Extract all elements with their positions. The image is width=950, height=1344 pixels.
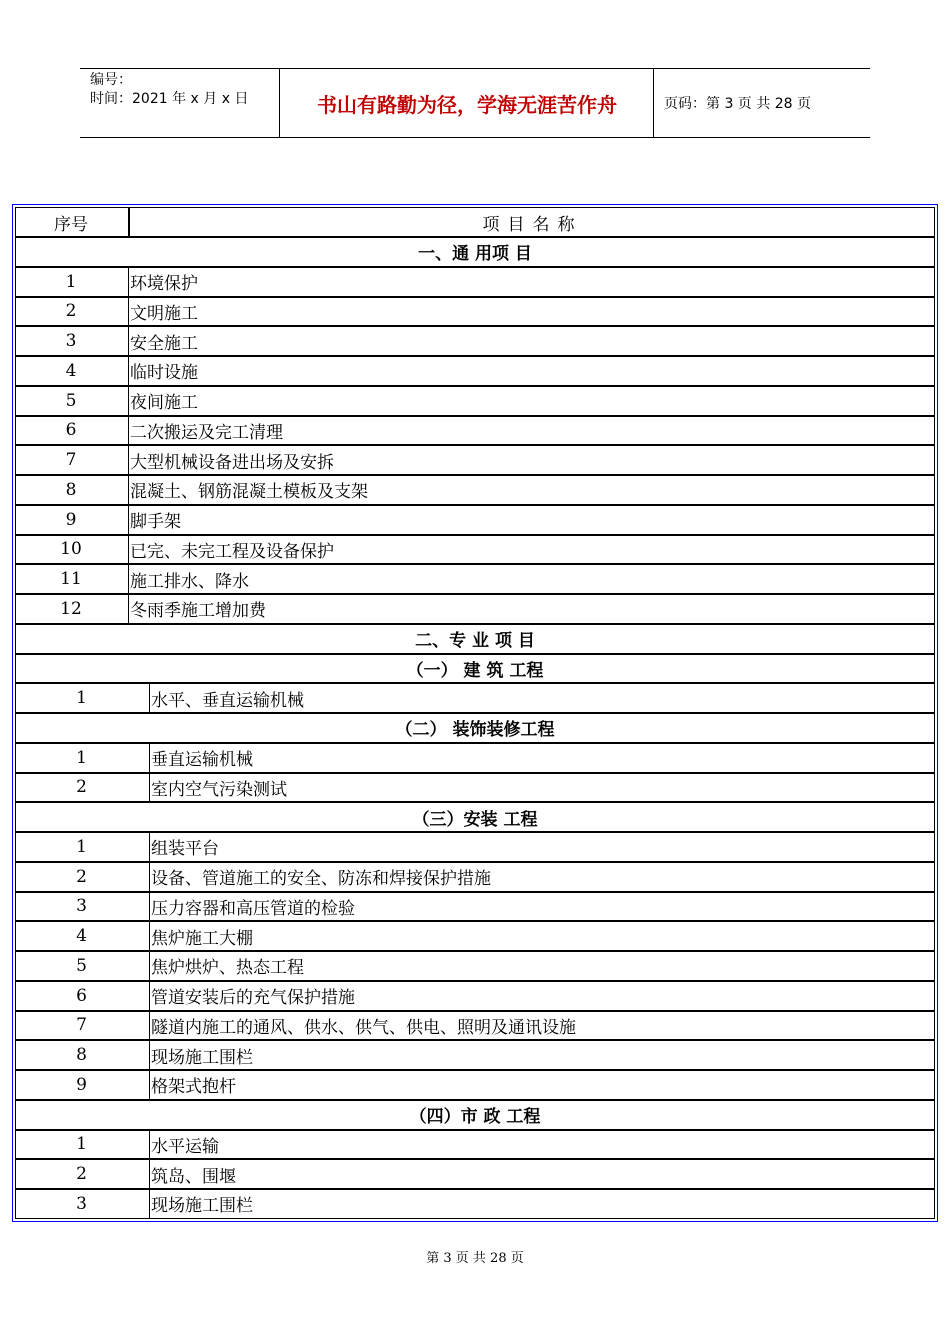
installation-row-number: 3 bbox=[76, 896, 87, 917]
installation-row-number: 5 bbox=[76, 955, 87, 976]
general-row-name: 夜间施工 bbox=[128, 387, 934, 415]
table-row bbox=[15, 743, 935, 773]
building-row-name: 水平、垂直运输机械 bbox=[149, 684, 934, 712]
table-row bbox=[15, 1130, 935, 1160]
general-row-number: 11 bbox=[60, 569, 82, 590]
page-info: 页码：第 3 页 共 28 页 bbox=[664, 96, 811, 112]
table-row bbox=[15, 416, 935, 446]
installation-row-number: 4 bbox=[76, 926, 87, 947]
installation-row-number: 9 bbox=[76, 1074, 87, 1095]
items-table bbox=[12, 204, 938, 1222]
installation-row-number: 8 bbox=[76, 1045, 87, 1066]
table-row bbox=[15, 594, 935, 624]
general-row-number: 1 bbox=[65, 271, 77, 292]
general-row-name: 脚手架 bbox=[128, 506, 934, 534]
table-row bbox=[15, 326, 935, 356]
municipal-row-number: 1 bbox=[76, 1134, 87, 1155]
table-row bbox=[15, 832, 935, 862]
subsection-building: （一） 建 筑 工程 bbox=[15, 654, 935, 684]
decoration-row-number: 1 bbox=[76, 747, 87, 768]
general-row-name: 环境保护 bbox=[128, 268, 934, 296]
table-row bbox=[15, 981, 935, 1011]
table-row bbox=[15, 1159, 935, 1189]
section-professional: 二、专 业 项 目 bbox=[15, 624, 935, 654]
decoration-row-name: 垂直运输机械 bbox=[149, 744, 934, 772]
installation-row-number: 7 bbox=[76, 1015, 87, 1036]
municipal-row-name: 水平运输 bbox=[149, 1131, 934, 1159]
table-header-row bbox=[15, 207, 935, 237]
table-row bbox=[15, 1189, 935, 1219]
installation-row-name: 压力容器和高压管道的检验 bbox=[149, 893, 934, 921]
decoration-row-name: 室内空气污染测试 bbox=[149, 774, 934, 802]
table-row bbox=[15, 356, 935, 386]
table-row bbox=[15, 386, 935, 416]
installation-row-name: 组装平台 bbox=[149, 833, 934, 861]
header-meta bbox=[80, 69, 280, 137]
section-general: 一、通 用项 目 bbox=[15, 237, 935, 267]
general-row-number: 10 bbox=[60, 539, 82, 560]
decoration-row-number: 2 bbox=[76, 777, 87, 798]
motto: 书山有路勤为径，学海无涯苦作舟 bbox=[281, 69, 654, 137]
time-label: 时间：2021 年 x 月 x 日 bbox=[90, 91, 249, 107]
table-row bbox=[15, 505, 935, 535]
general-row-name: 已完、未完工程及设备保护 bbox=[128, 536, 934, 564]
table-row bbox=[15, 951, 935, 981]
general-row-name: 文明施工 bbox=[128, 298, 934, 326]
general-row-name: 二次搬运及完工清理 bbox=[128, 417, 934, 445]
table-row bbox=[15, 445, 935, 475]
column-header-seq: 序号 bbox=[54, 214, 88, 235]
subsection-decoration: （二） 装饰装修工程 bbox=[15, 713, 935, 743]
general-row-number: 2 bbox=[65, 301, 77, 322]
column-header-name: 项目名称 bbox=[129, 208, 934, 236]
general-row-name: 施工排水、降水 bbox=[128, 565, 934, 593]
municipal-row-name: 筑岛、围堰 bbox=[149, 1160, 934, 1188]
table-row bbox=[15, 773, 935, 803]
page-footer: 第 3 页 共 28 页 bbox=[426, 1251, 524, 1266]
table-row bbox=[15, 1011, 935, 1041]
general-row-number: 5 bbox=[65, 390, 77, 411]
installation-row-name: 焦炉施工大棚 bbox=[149, 922, 934, 950]
document-header bbox=[80, 68, 870, 138]
municipal-row-name: 现场施工围栏 bbox=[149, 1190, 934, 1218]
table-row bbox=[15, 862, 935, 892]
general-row-number: 7 bbox=[65, 450, 77, 471]
table-row bbox=[15, 564, 935, 594]
table-row bbox=[15, 297, 935, 327]
general-row-number: 3 bbox=[65, 331, 77, 352]
table-row bbox=[15, 267, 935, 297]
general-row-number: 8 bbox=[65, 479, 77, 500]
general-row-name: 安全施工 bbox=[128, 327, 934, 355]
installation-row-name: 焦炉烘炉、热态工程 bbox=[149, 952, 934, 980]
general-row-number: 9 bbox=[65, 509, 77, 530]
code-label: 编号： bbox=[90, 72, 132, 88]
installation-row-number: 2 bbox=[76, 866, 87, 887]
installation-row-number: 1 bbox=[76, 836, 87, 857]
subsection-municipal: （四）市 政 工程 bbox=[15, 1100, 935, 1130]
table-row bbox=[15, 1070, 935, 1100]
installation-row-name: 格架式抱杆 bbox=[149, 1071, 934, 1099]
table-row bbox=[15, 921, 935, 951]
installation-row-name: 管道安装后的充气保护措施 bbox=[149, 982, 934, 1010]
general-row-name: 混凝土、钢筋混凝土模板及支架 bbox=[128, 476, 934, 504]
installation-row-name: 隧道内施工的通风、供水、供气、供电、照明及通讯设施 bbox=[149, 1012, 934, 1040]
general-row-number: 6 bbox=[65, 420, 77, 441]
subsection-installation: （三）安装 工程 bbox=[15, 802, 935, 832]
installation-row-name: 现场施工围栏 bbox=[149, 1041, 934, 1069]
table-row bbox=[15, 535, 935, 565]
general-row-name: 临时设施 bbox=[128, 357, 934, 385]
table-row bbox=[15, 683, 935, 713]
installation-row-number: 6 bbox=[76, 985, 87, 1006]
municipal-row-number: 2 bbox=[76, 1164, 87, 1185]
table-row bbox=[15, 475, 935, 505]
table-row bbox=[15, 1040, 935, 1070]
building-row-number: 1 bbox=[76, 688, 87, 709]
general-row-name: 冬雨季施工增加费 bbox=[128, 595, 934, 623]
general-row-number: 12 bbox=[60, 598, 82, 619]
general-row-number: 4 bbox=[65, 360, 77, 381]
general-row-name: 大型机械设备进出场及安拆 bbox=[128, 446, 934, 474]
installation-row-name: 设备、管道施工的安全、防冻和焊接保护措施 bbox=[149, 863, 934, 891]
municipal-row-number: 3 bbox=[76, 1193, 87, 1214]
table-row bbox=[15, 892, 935, 922]
